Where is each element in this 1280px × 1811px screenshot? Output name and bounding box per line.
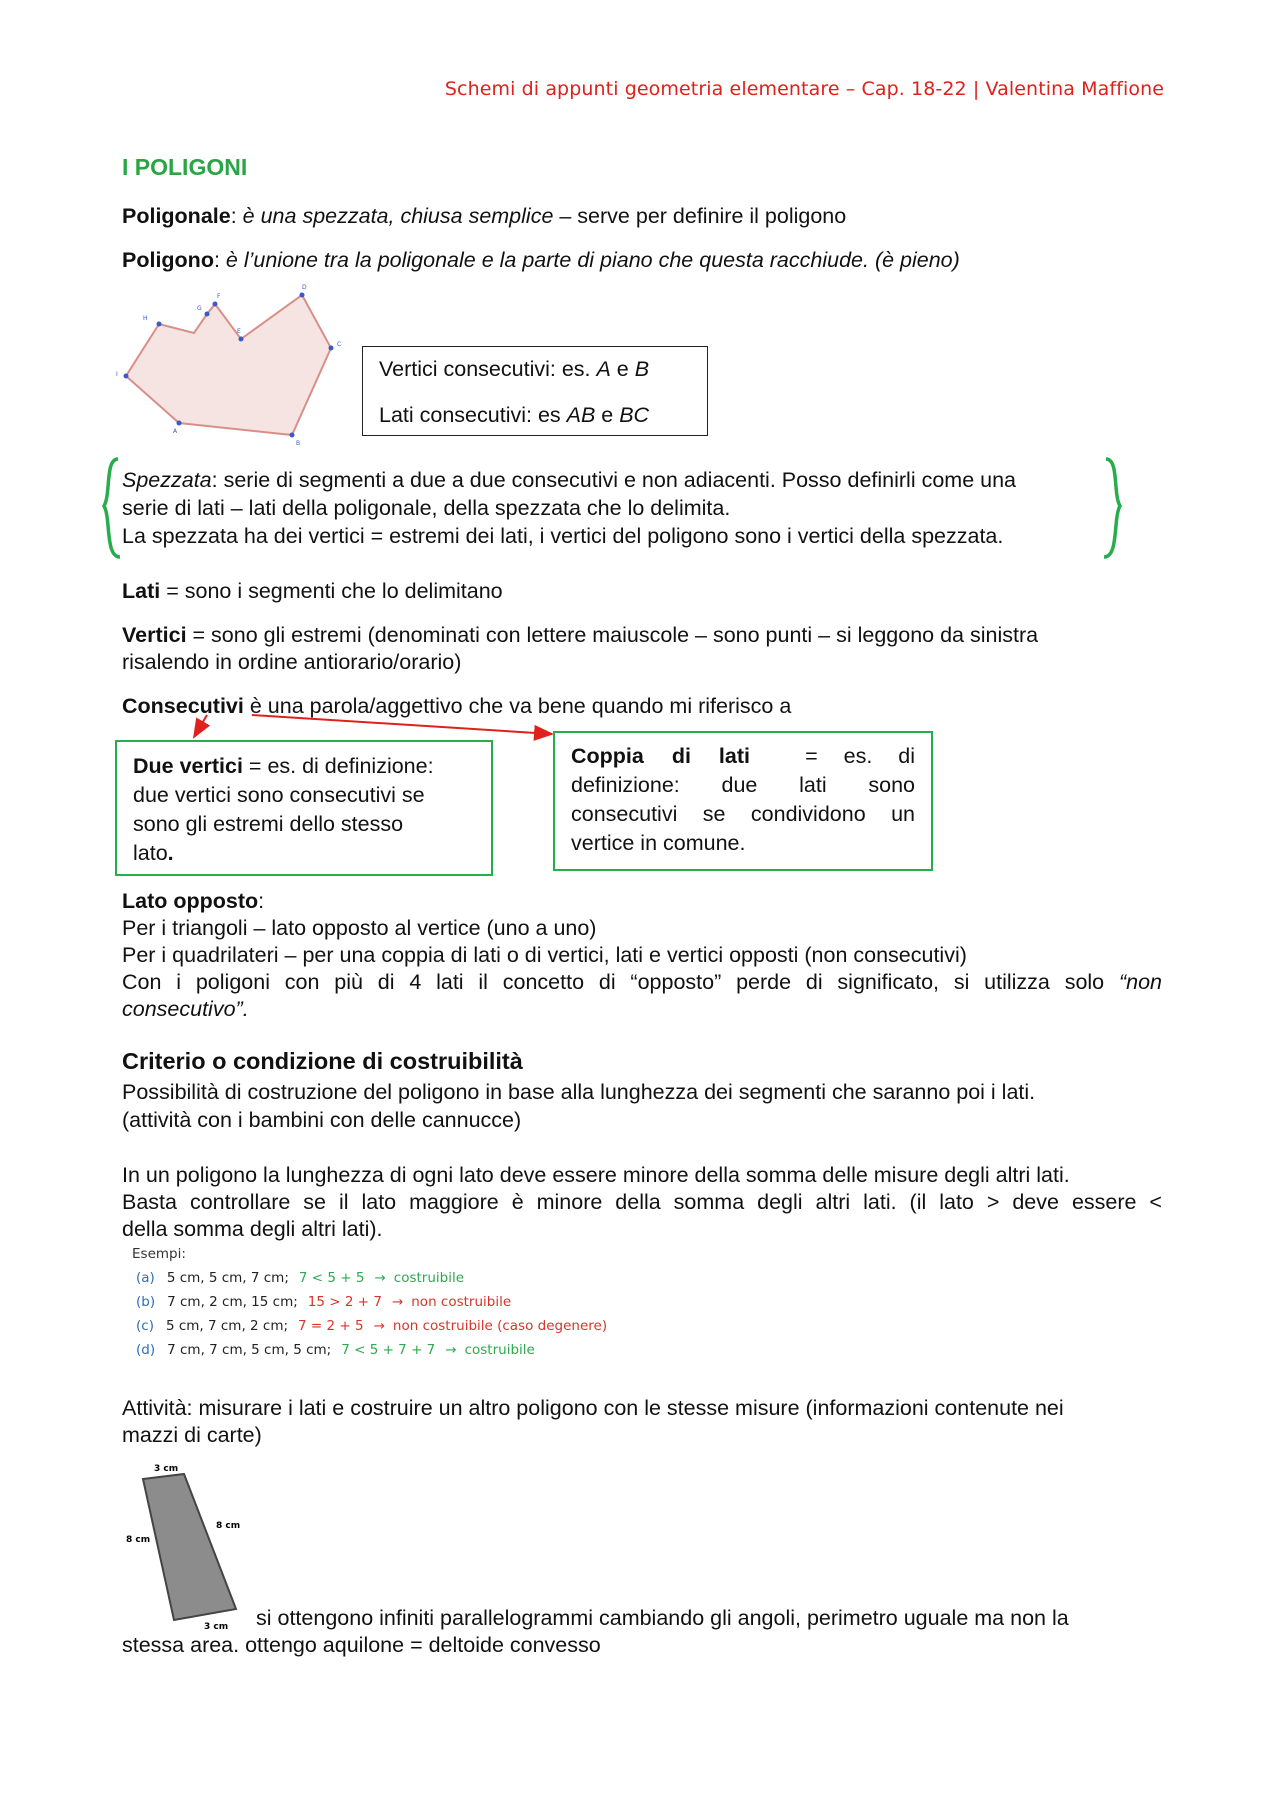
attivita-line2: mazzi di carte) <box>122 1423 262 1447</box>
polygon-vertex-label: C <box>337 341 342 348</box>
polygon-vertex-dot <box>239 337 244 342</box>
para-label-bottom: 3 cm <box>204 1622 229 1632</box>
poligonale-definition: Poligonale: è una spezzata, chiusa semplice – serve per definire il poligono <box>122 204 847 228</box>
arrow-to-vertici <box>194 715 207 737</box>
parallelogram-shape <box>143 1474 236 1620</box>
esempio-sizes: 5 cm, 7 cm, 2 cm; <box>165 1318 289 1334</box>
esempio-arrow: → <box>391 1294 404 1310</box>
lato-opposto-term: Lato opposto <box>122 889 259 913</box>
right-brace <box>1104 459 1120 557</box>
polygon-vertex-dot <box>205 312 210 317</box>
esempio-row <box>136 1338 607 1362</box>
esempio-expression: 7 < 5 + 5 <box>298 1270 365 1286</box>
esempio-expression: 15 > 2 + 7 <box>307 1294 382 1310</box>
esempio-expression: 7 < 5 + 7 + 7 <box>341 1342 436 1358</box>
attivita-line1: Attività: misurare i lati e costruire un altro poligono con le stesse misure (informazioni contenute nei <box>122 1396 1064 1420</box>
polygon-vertex-label: E <box>237 328 241 335</box>
criterio-para2-line2: Basta controllare se il lato maggiore è minore della somma degli altri lati. (il lato > deve essere < <box>122 1190 1162 1214</box>
coppia-lati-line4: vertice in comune. <box>571 831 746 855</box>
consecutive-vertices-line: Vertici consecutivi: es. A e B <box>379 357 650 381</box>
polygon-vertex-dot <box>329 346 334 351</box>
esempio-sizes: 7 cm, 7 cm, 5 cm, 5 cm; <box>167 1342 332 1358</box>
due-vertici-box <box>115 740 493 876</box>
polygon-vertex-dot <box>300 293 305 298</box>
polygon-shape <box>126 295 331 435</box>
vertici-term: Vertici <box>122 623 187 647</box>
esempio-arrow: → <box>445 1342 457 1358</box>
esempio-arrow: → <box>374 1270 386 1286</box>
polygon-vertex-dot <box>157 322 162 327</box>
due-vertici-line1: Due vertici = es. di definizione: <box>133 754 434 778</box>
consecutivi-line: Consecutivi è una parola/aggettivo che va bene quando mi riferisco a <box>122 694 792 718</box>
poligono-term: Poligono <box>122 248 214 272</box>
para-label-top: 3 cm <box>154 1464 179 1474</box>
parallelogram-figure <box>124 1462 254 1632</box>
page-header: Schemi di appunti geometria elementare – Cap. 18-22 | Valentina Maffione <box>444 78 1164 100</box>
polygon-vertex-label: B <box>296 440 301 447</box>
poligonale-def: è una spezzata, chiusa semplice <box>242 204 554 228</box>
arrow-to-lati <box>252 715 552 734</box>
criterio-para2-line1: In un poligono la lunghezza di ogni lato deve essere minore della somma delle misure degli altri lati. <box>122 1163 1070 1187</box>
due-vertici-line4: lato. <box>133 841 174 865</box>
criterio-line2: (attività con i bambini con delle cannucce) <box>122 1108 522 1132</box>
esempio-expression: 7 = 2 + 5 <box>298 1318 364 1334</box>
polygon-figure <box>116 282 348 447</box>
due-vertici-term: Due vertici <box>133 754 243 778</box>
coppia-lati-box <box>553 731 933 871</box>
esempi-list <box>136 1266 607 1362</box>
polygon-vertex-dot <box>213 302 218 307</box>
conclusion-line2: stessa area. ottengo aquilone = deltoide convesso <box>122 1633 601 1657</box>
esempi-label: Esempi: <box>132 1246 186 1262</box>
polygon-vertex-label: A <box>173 428 178 435</box>
criterio-line1: Possibilità di costruzione del poligono in base alla lunghezza dei segmenti che saranno poi i lati. <box>122 1080 1036 1104</box>
polygon-vertex-label: H <box>143 315 148 322</box>
poligono-def: è l’unione tra la poligonale e la parte di piano che questa racchiude. (è pieno) <box>225 248 960 272</box>
esempio-result: non costruibile <box>411 1294 512 1310</box>
lato-opposto-heading: Lato opposto: <box>122 889 265 913</box>
coppia-lati-line2: definizione: due lati sono <box>571 773 915 797</box>
esempio-sizes: 5 cm, 5 cm, 7 cm; <box>166 1270 289 1286</box>
esempio-tag: (d) <box>136 1342 156 1358</box>
section-title: I POLIGONI <box>122 154 248 180</box>
esempio-row <box>136 1266 607 1290</box>
vertici-line1: Vertici = sono gli estremi (denominati con lettere maiuscole – sono punti – si leggono da sinistra <box>122 623 1039 647</box>
criterio-para2-line3: della somma degli altri lati). <box>122 1217 383 1241</box>
lato-opposto-line3: Con i poligoni con più di 4 lati il concetto di “opposto” perde di significato, si utilizza solo “non <box>122 970 1162 994</box>
due-vertici-line2: due vertici sono consecutivi se <box>133 783 425 807</box>
due-vertici-line3: sono gli estremi dello stesso <box>133 812 404 836</box>
consecutivi-term: Consecutivi <box>122 694 244 718</box>
polygon-vertex-dot <box>124 374 129 379</box>
spezzata-line1: Spezzata: serie di segmenti a due a due consecutivi e non adiacenti. Posso definirli come una <box>122 468 1016 492</box>
lati-term: Lati <box>122 579 161 603</box>
polygon-vertex-dot <box>290 433 295 438</box>
vertici-line2: risalendo in ordine antiorario/orario) <box>122 650 462 674</box>
para-label-right: 8 cm <box>216 1521 241 1531</box>
spezzata-line2: serie di lati – lati della poligonale, della spezzata che lo delimita. <box>122 496 731 520</box>
esempio-tag: (a) <box>136 1270 155 1286</box>
conclusion-line1: si ottengono infiniti parallelogrammi cambiando gli angoli, perimetro uguale ma non la <box>256 1606 1069 1630</box>
polygon-vertex-dot <box>177 421 182 426</box>
spezzata-term: Spezzata <box>122 468 212 492</box>
coppia-lati-line1: Coppia di lati = es. di <box>571 744 915 768</box>
para-label-left: 8 cm <box>126 1535 151 1545</box>
esempio-result: costruibile <box>393 1270 465 1286</box>
coppia-lati-term: Coppia di lati <box>571 744 750 768</box>
esempio-tag: (b) <box>136 1294 156 1310</box>
polygon-vertex-label: G <box>197 305 202 312</box>
lati-definition: Lati = sono i segmenti che lo delimitano <box>122 579 503 603</box>
consecutive-examples-box <box>362 346 708 436</box>
esempio-result: costruibile <box>464 1342 535 1358</box>
polygon-vertex-label: F <box>217 293 221 300</box>
esempio-row <box>136 1290 607 1314</box>
consecutive-sides-line: Lati consecutivi: es AB e BC <box>379 403 650 427</box>
esempio-sizes: 7 cm, 2 cm, 15 cm; <box>167 1294 298 1310</box>
esempio-arrow: → <box>373 1318 385 1334</box>
lato-opposto-line4: consecutivo”. <box>122 997 249 1021</box>
lato-opposto-line2: Per i quadrilateri – per una coppia di lati o di vertici, lati e vertici opposti (non consecutivi) <box>122 943 967 967</box>
esempio-tag: (c) <box>136 1318 154 1334</box>
polygon-vertex-label: I <box>116 371 118 378</box>
left-brace <box>104 459 120 557</box>
esempio-result: non costruibile (caso degenere) <box>392 1318 608 1334</box>
criterio-title: Criterio o condizione di costruibilità <box>122 1048 523 1074</box>
spezzata-line3: La spezzata ha dei vertici = estremi dei lati, i vertici del poligono sono i vertici della spezzata. <box>122 524 1004 548</box>
poligono-definition: Poligono: è l’unione tra la poligonale e la parte di piano che questa racchiude. (è pieno) <box>122 248 960 272</box>
esempio-row <box>136 1314 607 1338</box>
lato-opposto-line1: Per i triangoli – lato opposto al vertice (uno a uno) <box>122 916 597 940</box>
polygon-vertex-label: D <box>302 284 307 291</box>
coppia-lati-line3: consecutivi se condividono un <box>571 802 915 826</box>
poligonale-term: Poligonale <box>122 204 231 228</box>
